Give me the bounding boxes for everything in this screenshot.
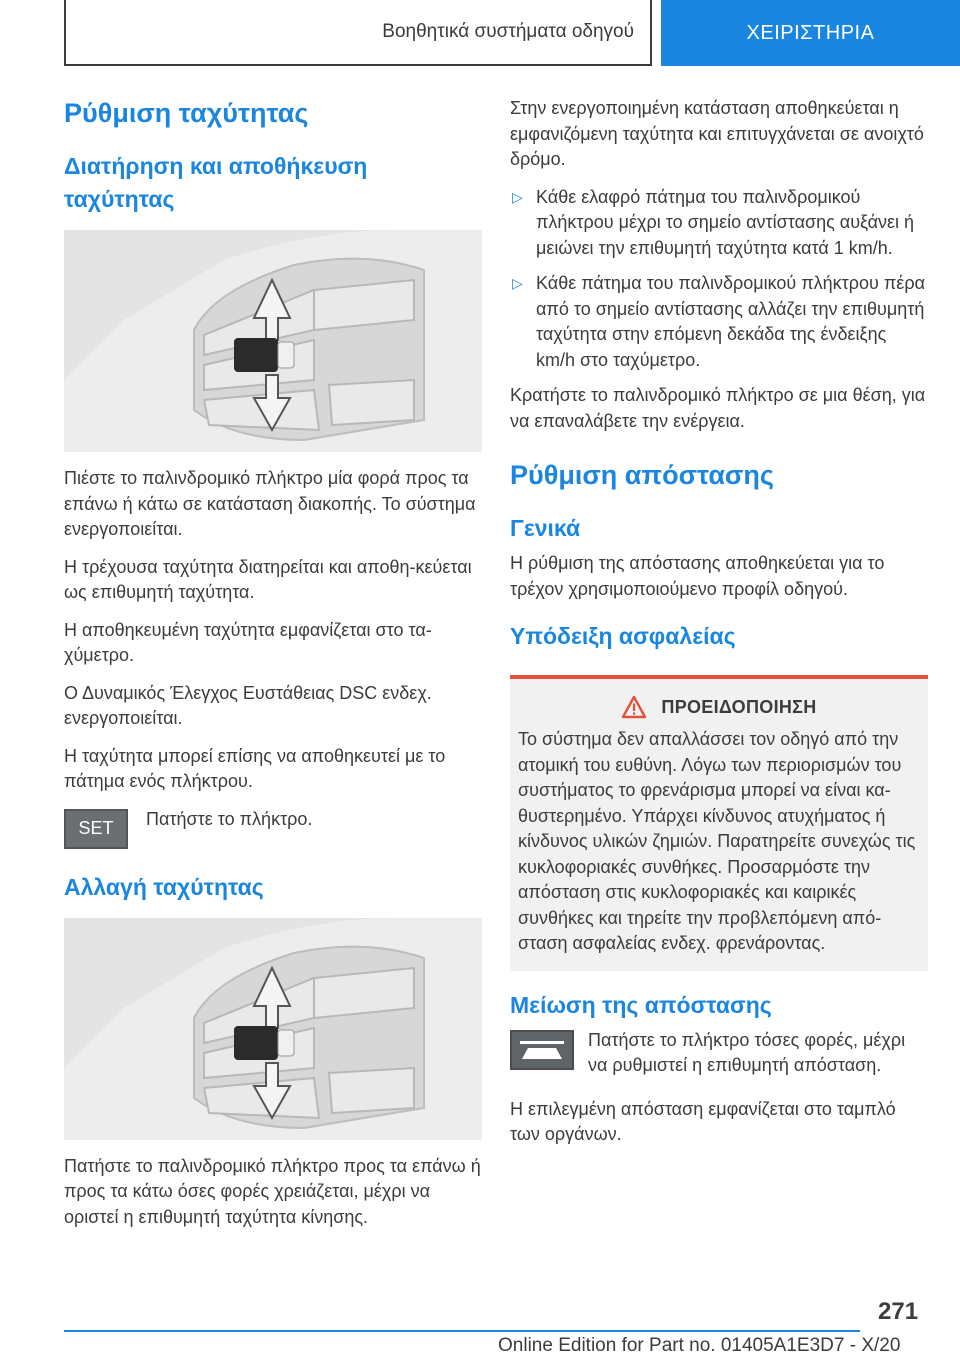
paragraph: Στην ενεργοποιημένη κατάσταση αποθηκεύεται η εμφανιζόμενη ταχύτητα και επιτυγχάνεται σε ανοιχτό δρόμο.	[510, 98, 924, 169]
distance-instruction-text: Πατήστε το πλήκτρο τόσες φορές, μέχρι να ρυθμιστεί η επιθυμητή απόσταση.	[588, 1029, 906, 1075]
list-item	[510, 271, 928, 373]
set-button-icon: SET	[64, 809, 128, 849]
footer-divider	[64, 1330, 860, 1332]
paragraph: Η ρύθμιση της απόστασης αποθηκεύεται για το τρέχον χρησιμοποιούμενο προφίλ οδηγού.	[510, 553, 885, 599]
warning-box	[510, 675, 928, 971]
section-tab: ΧΕΙΡΙΣΤΗΡΙΑ	[661, 0, 960, 66]
footer-edition: Online Edition for Part no. 01405A1E3D7 - X/20	[498, 1335, 901, 1356]
heading-speed-control: Ρύθμιση ταχύτητας	[64, 98, 309, 128]
paragraph: Η αποθηκευμένη ταχύτητα εμφανίζεται στο τα-χύμετρο.	[64, 619, 432, 665]
chapter-title: Βοηθητικά συστήματα οδηγού	[64, 0, 652, 66]
warning-text: Το σύστημα δεν απαλλάσσει τον οδηγό από την ατομική του ευθύνη. Λόγω των περιορισμών του συστήματος το φρενάρισμα μπορεί να είναι κα-θυστερημένο. Υπάρχει κίνδυνος ατυχήματος ή κίνδυνος υλικών ζημιών. Παρατηρείτε συνεχώς τις κυκλοφοριακές συνθήκες. Προσαρμόστε την απόσταση στις κυκλοφοριακές και καιρικές συνθήκες και τηρείτε την προβλεπόμενη από-σταση ασφαλείας ενδεχ. φρενάροντας.	[518, 729, 916, 953]
distance-button-icon	[510, 1030, 574, 1070]
warning-triangle-icon	[621, 695, 647, 719]
page-header	[0, 0, 960, 66]
warning-title: ΠΡΟΕΙΔΟΠΟΙΗΣΗ	[661, 696, 817, 717]
triangle-bullet-icon: ▷	[512, 275, 523, 291]
set-instruction	[64, 807, 482, 849]
heading-distance-control: Ρύθμιση απόστασης	[510, 460, 774, 490]
steering-wheel-buttons-image	[64, 918, 482, 1140]
steering-wheel-buttons-image	[64, 230, 482, 452]
paragraph: Πατήστε το παλινδρομικό πλήκτρο προς τα επάνω ή προς τα κάτω όσες φορές χρειάζεται, μέχρι να οριστεί η επιθυμητή ταχύτητα κίνησης.	[64, 1155, 481, 1227]
right-column	[510, 96, 928, 1160]
left-column	[64, 96, 482, 1242]
distance-instruction	[510, 1028, 928, 1079]
warning-header	[518, 695, 920, 719]
list-item-text: Κάθε πάτημα του παλινδρομικού πλήκτρου πέρα από το σημείο αντίστασης αλλάζει την επιθυμητή ταχύτητα στην επόμενη δεκάδα της ένδειξης km/h στο ταχύμετρο.	[536, 273, 925, 370]
paragraph: Η τρέχουσα ταχύτητα διατηρείται και αποθη-κεύεται ως επιθυμητή ταχύτητα.	[64, 556, 472, 602]
list-item	[510, 185, 928, 262]
paragraph: Ο Δυναμικός Έλεγχος Ευστάθειας DSC ενδεχ. ενεργοποιείται.	[64, 682, 432, 728]
triangle-bullet-icon: ▷	[512, 188, 523, 205]
heading-change-speed: Αλλαγή ταχύτητας	[64, 873, 264, 900]
set-instruction-text: Πατήστε το πλήκτρο.	[146, 808, 313, 829]
list-item-text: Κάθε ελαφρό πάτημα του παλινδρομικού πλήκτρου μέχρι το σημείο αντίστασης αυξάνει ή μειώνει την επιθυμητή ταχύτητα κατά 1 km/h.	[536, 186, 915, 258]
paragraph: Η επιλεγμένη απόσταση εμφανίζεται στο ταμπλό των οργάνων.	[510, 1098, 896, 1144]
page-number: 271	[878, 1298, 919, 1325]
paragraph: Η ταχύτητα μπορεί επίσης να αποθηκευτεί με το πάτημα ενός πλήκτρου.	[64, 745, 446, 791]
paragraph: Πιέστε το παλινδρομικό πλήκτρο μία φορά προς τα επάνω ή κάτω σε κατάσταση διακοπής. Το σύστημα ενεργοποιείται.	[64, 468, 476, 539]
heading-maintain-speed: Διατήρηση και αποθήκευση ταχύτητας	[64, 153, 368, 212]
heading-general: Γενικά	[510, 515, 581, 541]
heading-safety-note: Υπόδειξη ασφαλείας	[510, 623, 736, 649]
heading-reduce-distance: Μείωση της απόστασης	[510, 991, 772, 1018]
paragraph: Κρατήστε το παλινδρομικό πλήκτρο σε μια θέση, για να επαναλάβετε την ενέργεια.	[510, 385, 926, 431]
